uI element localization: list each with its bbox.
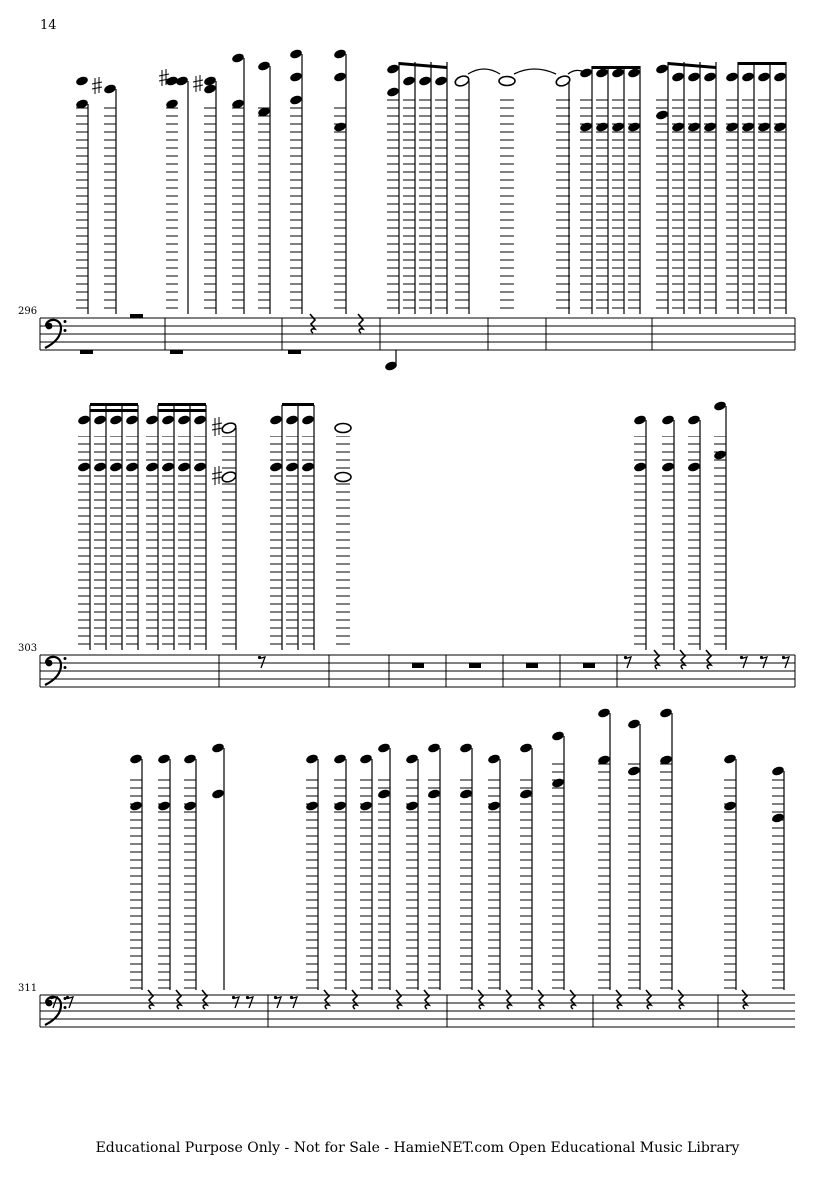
hollow-notes: [454, 74, 571, 87]
hollow-notes: [221, 421, 351, 483]
page-number: 14: [40, 18, 57, 33]
quarter-rest: [654, 650, 659, 669]
whole-rest: [526, 663, 538, 668]
ledger-stack: [130, 760, 784, 990]
eighth-rest: [740, 656, 747, 668]
whole-rest: [130, 314, 143, 318]
eighth-rest: [624, 656, 631, 668]
staff-lines: [40, 995, 795, 1027]
ties: [468, 69, 584, 74]
system-1: [40, 48, 795, 372]
eighth-rest: [258, 656, 265, 668]
footer-text: Educational Purpose Only - Not for Sale - HamieNET.com Open Educational Music Library: [95, 1140, 740, 1156]
beams: [90, 403, 314, 412]
whole-rest: [288, 350, 301, 354]
rests: [50, 990, 747, 1009]
quarter-rest: [358, 314, 363, 333]
quarter-rest: [310, 314, 315, 333]
ledger-stack: [78, 436, 726, 650]
quarter-rest: [706, 650, 711, 669]
whole-rest: [170, 350, 183, 354]
sixteenth-rest: [782, 656, 789, 668]
measure-number-system-3: 311: [18, 983, 38, 994]
sixteenth-rest: [760, 656, 767, 668]
whole-rest: [583, 663, 595, 668]
note-heads: [129, 707, 785, 824]
staff-lines: [40, 318, 795, 350]
measure-number-system-2: 303: [18, 643, 38, 654]
whole-rest: [412, 663, 424, 668]
measure-number-system-1: 296: [18, 306, 38, 317]
whole-rest: [80, 350, 93, 354]
system-2: [40, 400, 795, 687]
quarter-rest: [680, 650, 685, 669]
whole-rest: [469, 663, 481, 668]
sharp-icon: [212, 417, 222, 485]
system-3: [40, 707, 795, 1027]
beams: [399, 62, 786, 69]
